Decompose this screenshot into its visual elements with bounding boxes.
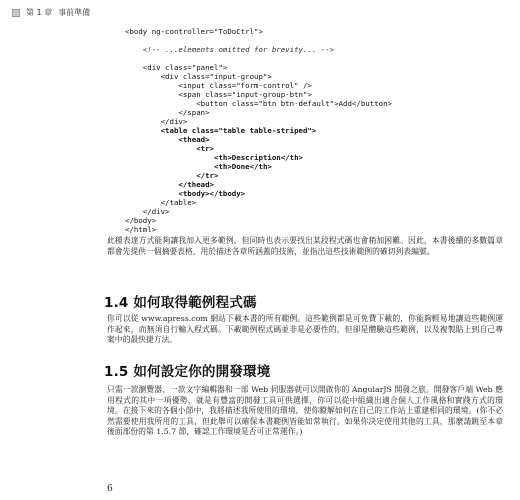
code-line: <span class="input-group-btn">	[178, 90, 312, 99]
code-line: <div class="input-group">	[160, 72, 272, 81]
code-line: <!-- ...elements omitted for brevity... -->	[142, 45, 335, 54]
section-1-5-paragraph: 只需一款瀏覽器、一款文字編輯器和一部 Web 伺服器就可以開啟你的 AngularJS 開發之旅。開發客戶端 Web 應用程式的其中一項優勢，就是有豐富的開發工具可供選擇，你可以從中組織出適合個人工作風格和實踐方式的環境。在接下來的各個小節中，我將描述我所使用的環境，使你瞭解如何在自己的工作站上重建相同的環境。(你不必然需要使用我所用的工具，但此舉可以確保本書範例皆能如常執行。如果你決定使用其他的工具，那麼請跳至本章後面部份的第 1.5.7 節，確認工作環境是否可正常運作。)	[107, 385, 503, 437]
code-line: </div>	[142, 207, 170, 216]
code-line: <thead>	[178, 135, 210, 144]
page-number: 6	[107, 484, 113, 494]
code-line: <th>Description</th>	[214, 153, 303, 162]
chapter-label: 第 1 章	[26, 8, 53, 17]
code-line: </div>	[160, 117, 188, 126]
header-square-icon	[12, 9, 20, 17]
code-line: <body ng-controller="ToDoCtrl">	[125, 27, 263, 36]
code-line: </thead>	[178, 180, 214, 189]
code-line: <button class="btn btn-default">Add</button>	[196, 99, 392, 108]
code-line	[125, 54, 392, 63]
code-line: <tbody></tbody>	[178, 189, 246, 198]
code-line: <tr>	[196, 144, 214, 153]
chapter-title: 事前準備	[58, 8, 91, 17]
code-line: <table class="table table-striped">	[160, 126, 317, 135]
running-header	[12, 7, 90, 18]
code-line: </table>	[160, 198, 197, 207]
section-heading-1-4: 1.4 如何取得範例程式碼	[104, 295, 257, 311]
code-line: </span>	[178, 108, 210, 117]
code-line	[125, 36, 392, 45]
code-line: <div class="panel">	[142, 63, 228, 72]
code-line: </tr>	[196, 171, 219, 180]
code-line: <th>Done</th>	[214, 162, 272, 171]
intro-paragraph: 此種表達方式能夠讓我加入更多範例，但同時也表示要找出某段程式碼也會稍加困難。因此，本書後續的多數篇章都會先提供一個摘要表格，用於描述各章所涵蓋的技術，並指出這些技術範例的確切列表編號。	[107, 236, 503, 256]
code-line: <input class="form-control" />	[178, 81, 312, 90]
code-line: </html>	[125, 225, 157, 234]
code-line: </body>	[125, 216, 157, 225]
section-1-4-paragraph: 你可以從 www.apress.com 網站下載本書的所有範例。這些範例都是可免費下載的，你能夠輕易地讓這些範例運作起來，而無須自行輸入程式碼。下載範例程式碼並非是必要性的，但卻是體驗這些範例，以及複製貼上到自己專案中的最快捷方法。	[107, 314, 503, 345]
code-listing	[125, 27, 392, 234]
section-heading-1-5: 1.5 如何設定你的開發環境	[104, 364, 271, 380]
